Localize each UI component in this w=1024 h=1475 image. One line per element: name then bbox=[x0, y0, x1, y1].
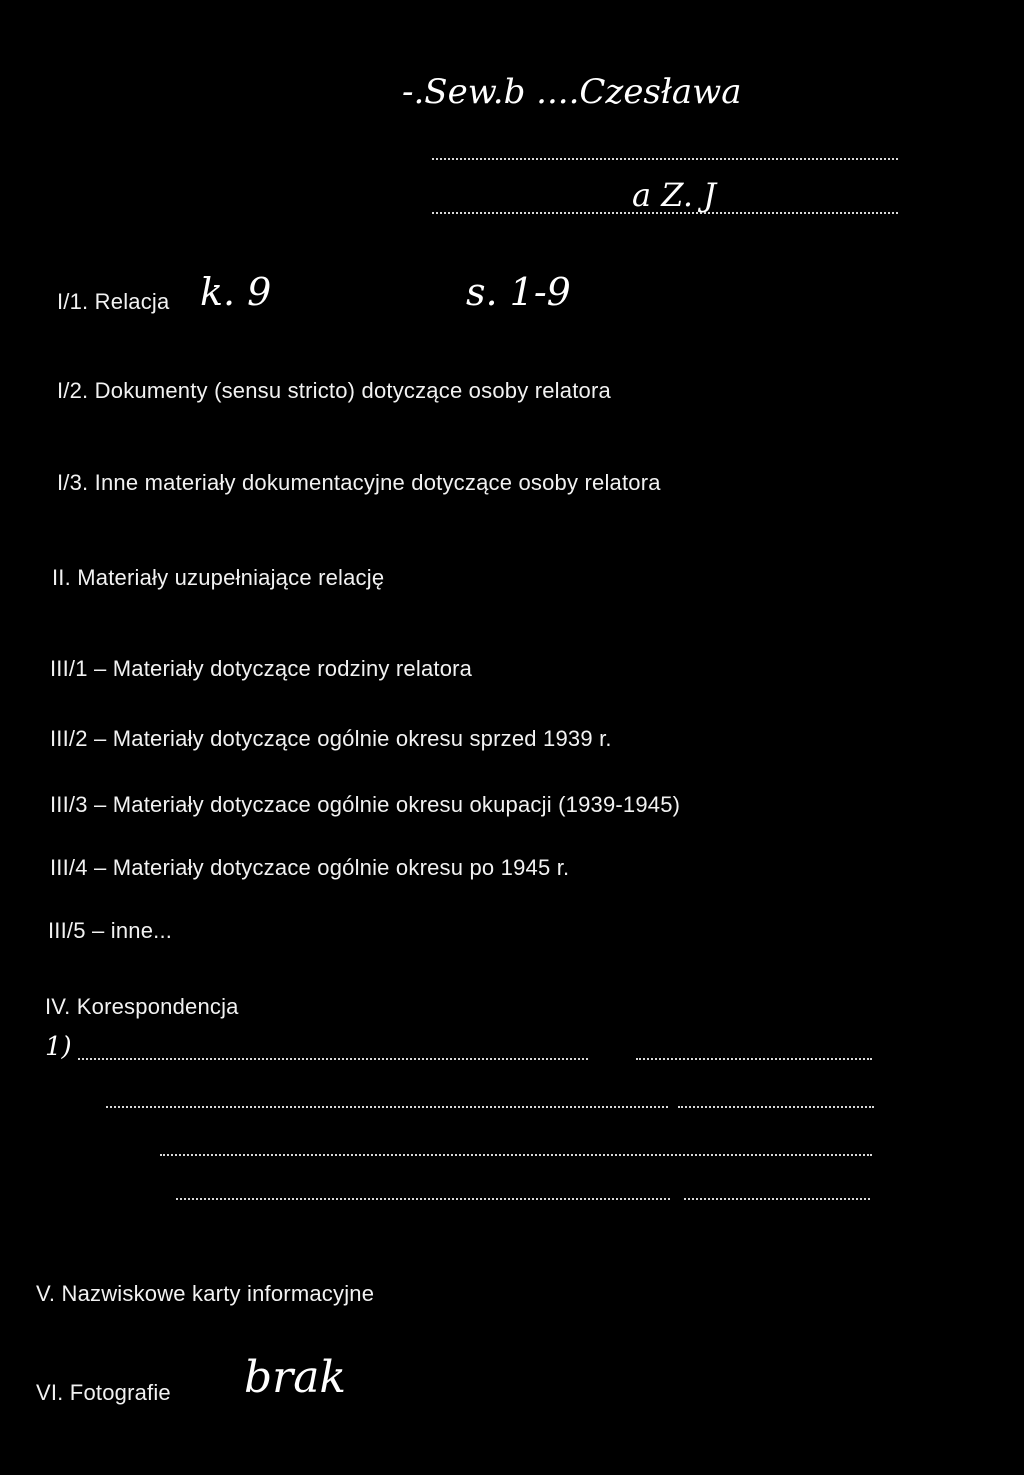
section-vi-label: VI. Fotografie bbox=[36, 1380, 171, 1405]
section-i1-label: I/1. Relacja bbox=[57, 289, 170, 314]
handwritten-item-marker: 1) bbox=[45, 1032, 72, 1062]
section-iii5-label: III/5 – inne... bbox=[48, 918, 173, 943]
handwritten-initials: a Z. J bbox=[632, 176, 717, 214]
section-iii3-label: III/3 – Materiały dotyczace ogólnie okresu okupacji (1939-1945) bbox=[50, 792, 681, 817]
section-iii2-label: III/2 – Materiały dotyczące ogólnie okresu sprzed 1939 r. bbox=[50, 726, 612, 751]
section-ii-label: II. Materiały uzupełniające relację bbox=[52, 565, 385, 590]
section-iii4-label: III/4 – Materiały dotyczace ogólnie okresu po 1945 r. bbox=[50, 855, 570, 880]
dotted-line bbox=[160, 1154, 872, 1156]
dotted-line bbox=[106, 1106, 668, 1108]
handwritten-name: -.Sew.b ....Czesława bbox=[402, 72, 742, 112]
section-v-label: V. Nazwiskowe karty informacyjne bbox=[36, 1281, 375, 1306]
handwritten-page-count: k. 9 bbox=[200, 270, 272, 314]
section-i2-label: I/2. Dokumenty (sensu stricto) dotyczące osoby relatora bbox=[57, 378, 611, 403]
section-iii1-label: III/1 – Materiały dotyczące rodziny relatora bbox=[50, 656, 473, 681]
dotted-line bbox=[176, 1198, 670, 1200]
dotted-line bbox=[636, 1058, 872, 1060]
section-iv-label: IV. Korespondencja bbox=[45, 994, 239, 1019]
section-i3-label: I/3. Inne materiały dokumentacyjne dotyczące osoby relatora bbox=[57, 470, 661, 495]
dotted-line bbox=[432, 158, 898, 160]
dotted-line bbox=[432, 212, 898, 214]
handwritten-page-range: s. 1-9 bbox=[466, 270, 571, 314]
dotted-line bbox=[678, 1106, 874, 1108]
handwritten-none: brak bbox=[244, 1352, 347, 1403]
dotted-line bbox=[684, 1198, 870, 1200]
dotted-line bbox=[78, 1058, 588, 1060]
